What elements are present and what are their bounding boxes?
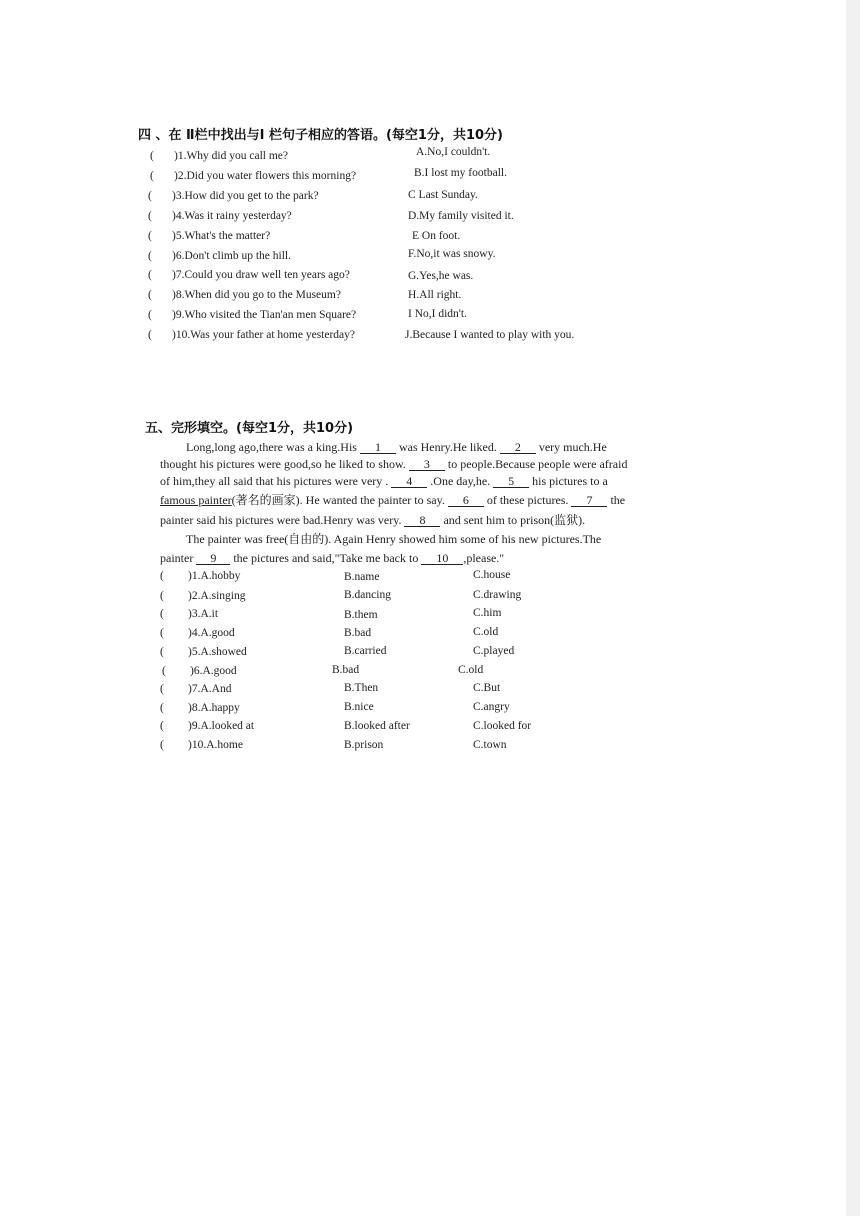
answer-paren[interactable]: ( xyxy=(148,190,152,202)
passage-line: The painter was free(自由的). Again Henry showed him some of his new pictures.The xyxy=(186,532,602,546)
answer-paren[interactable]: ( xyxy=(148,230,152,242)
option-c: C.angry xyxy=(473,701,510,713)
passage-text: (著名的画家). He wanted the painter to say. xyxy=(231,493,445,507)
passage-text: the xyxy=(610,493,626,507)
section4-title: 四 、在 Ⅱ栏中找出与Ⅰ 栏句子相应的答语。(每空1分，共10分) xyxy=(138,128,503,143)
option-c: C.house xyxy=(473,569,511,581)
answer-option: G.Yes,he was. xyxy=(408,270,474,282)
option-c: C.looked for xyxy=(473,720,532,732)
question-text: )7.Could you draw well ten years ago? xyxy=(172,269,350,281)
passage-text: his pictures to a xyxy=(532,474,608,488)
cloze-blank[interactable]: 5 xyxy=(493,475,529,488)
answer-paren[interactable]: ( xyxy=(160,720,164,732)
answer-paren[interactable]: ( xyxy=(160,608,164,620)
option-a: )6.A.good xyxy=(190,665,237,677)
page-edge xyxy=(846,0,860,1216)
option-c: C.But xyxy=(473,682,501,694)
passage-text: of these pictures. xyxy=(486,493,569,507)
option-a: )1.A.hobby xyxy=(188,570,241,582)
option-a: )10.A.home xyxy=(188,739,243,751)
answer-option: D.My family visited it. xyxy=(408,210,514,222)
answer-option: H.All right. xyxy=(408,289,462,301)
answer-paren[interactable]: ( xyxy=(150,150,154,162)
cloze-blank[interactable]: 4 xyxy=(391,475,427,488)
option-c: C.played xyxy=(473,645,515,657)
option-b: B.bad xyxy=(332,664,360,676)
question-text: )1.Why did you call me? xyxy=(174,150,289,162)
passage-line xyxy=(160,551,504,566)
cloze-blank[interactable]: 1 xyxy=(360,441,396,454)
answer-paren[interactable]: ( xyxy=(160,646,164,658)
option-c: C.him xyxy=(473,607,502,619)
answer-paren[interactable]: ( xyxy=(162,665,166,677)
answer-paren[interactable]: ( xyxy=(160,627,164,639)
option-b: B.dancing xyxy=(344,589,391,601)
option-b: B.them xyxy=(344,609,378,621)
answer-paren[interactable]: ( xyxy=(160,683,164,695)
answer-paren[interactable]: ( xyxy=(148,289,152,301)
question-text: )3.How did you get to the park? xyxy=(172,190,319,202)
answer-option: C Last Sunday. xyxy=(408,189,478,201)
answer-paren[interactable]: ( xyxy=(160,590,164,602)
option-a: )8.A.happy xyxy=(188,702,240,714)
cloze-blank[interactable]: 6 xyxy=(448,494,484,507)
answer-paren[interactable]: ( xyxy=(160,702,164,714)
passage-line xyxy=(160,474,608,489)
passage-text: famous painter xyxy=(160,493,232,507)
cloze-blank[interactable]: 10 xyxy=(421,552,463,565)
option-b: B.prison xyxy=(344,739,384,751)
option-a: )4.A.good xyxy=(188,627,235,639)
passage-text: thought his pictures were good,so he liked to show. xyxy=(160,457,406,471)
answer-paren[interactable]: ( xyxy=(160,570,164,582)
option-a: )2.A.singing xyxy=(188,590,246,602)
question-text: )2.Did you water flowers this morning? xyxy=(174,170,357,182)
option-b: B.carried xyxy=(344,645,387,657)
question-text: )8.When did you go to the Museum? xyxy=(172,289,341,301)
answer-option: J.Because I wanted to play with you. xyxy=(405,329,575,341)
answer-option: F.No,it was snowy. xyxy=(408,248,496,260)
option-b: B.Then xyxy=(344,682,379,694)
option-b: B.bad xyxy=(344,627,372,639)
section5-title: 五、完形填空。(每空1分，共10分) xyxy=(145,421,354,436)
option-c: C.town xyxy=(473,739,507,751)
question-text: )10.Was your father at home yesterday? xyxy=(172,329,356,341)
option-a: )3.A.it xyxy=(188,608,219,620)
answer-option: A.No,I couldn't. xyxy=(416,146,491,158)
option-a: )5.A.showed xyxy=(188,646,247,658)
question-text: )4.Was it rainy yesterday? xyxy=(172,210,292,222)
passage-text: and sent him to prison(监狱). xyxy=(443,513,586,527)
option-a: )7.A.And xyxy=(188,683,232,695)
question-text: )6.Don't climb up the hill. xyxy=(172,250,291,262)
option-c: C.old xyxy=(473,626,499,638)
answer-paren[interactable]: ( xyxy=(148,210,152,222)
cloze-blank[interactable]: 3 xyxy=(409,458,445,471)
question-text: )5.What's the matter? xyxy=(172,230,271,242)
option-b: B.name xyxy=(344,571,380,583)
passage-text: Long,long ago,there was a king.His xyxy=(186,440,357,454)
option-c: C.drawing xyxy=(473,589,522,601)
passage-line xyxy=(160,511,585,528)
passage-text: painter said his pictures were bad.Henry was very. xyxy=(160,513,402,527)
option-c: C.old xyxy=(458,664,484,676)
passage-text: to people.Because people were afraid xyxy=(447,457,628,471)
answer-option: E On foot. xyxy=(412,230,461,242)
cloze-blank[interactable]: 2 xyxy=(500,441,536,454)
cloze-blank[interactable]: 9 xyxy=(196,552,230,565)
cloze-blank[interactable]: 7 xyxy=(571,494,607,507)
passage-line xyxy=(186,440,607,455)
option-a: )9.A.looked at xyxy=(188,720,255,732)
passage-text: was Henry.He liked. xyxy=(398,440,497,454)
question-text: )9.Who visited the Tian'an men Square? xyxy=(172,309,357,321)
answer-paren[interactable]: ( xyxy=(148,329,152,341)
answer-paren[interactable]: ( xyxy=(148,250,152,262)
passage-line xyxy=(160,491,625,508)
answer-option: I No,I didn't. xyxy=(408,308,467,320)
passage-text: the pictures and said,"Take me back to xyxy=(233,551,419,565)
answer-option: B.I lost my football. xyxy=(414,167,507,179)
passage-text: very much.He xyxy=(538,440,607,454)
answer-paren[interactable]: ( xyxy=(160,739,164,751)
answer-paren[interactable]: ( xyxy=(148,309,152,321)
passage-line xyxy=(160,457,627,472)
cloze-blank[interactable]: 8 xyxy=(404,514,440,527)
answer-paren[interactable]: ( xyxy=(148,269,152,281)
option-b: B.looked after xyxy=(344,720,410,732)
answer-paren[interactable]: ( xyxy=(150,170,154,182)
passage-text: of him,they all said that his pictures were very . xyxy=(160,474,389,488)
option-b: B.nice xyxy=(344,701,374,713)
passage-text: ,please." xyxy=(463,551,505,565)
passage-text: painter xyxy=(160,551,194,565)
passage-text: .One day,he. xyxy=(430,474,491,488)
